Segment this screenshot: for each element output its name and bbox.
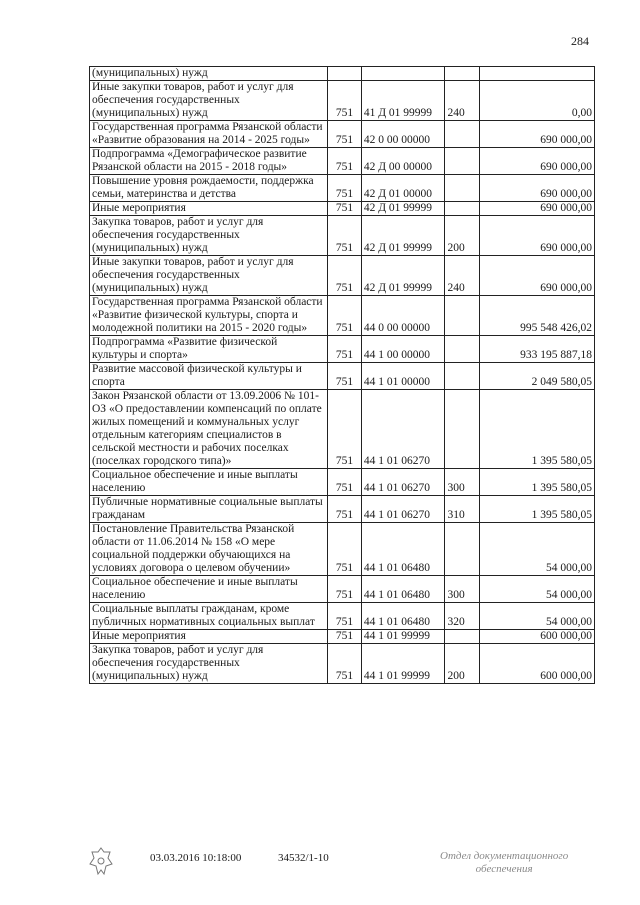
row-admin-code: 751 — [328, 644, 362, 684]
table-row — [90, 296, 595, 336]
row-target-code: 44 1 01 06270 — [361, 390, 445, 469]
row-name: Публичные нормативные социальные выплаты гражданам — [90, 496, 328, 523]
row-name: Закон Рязанской области от 13.09.2006 № 101-ОЗ «О предоставлении компенсаций по оплате жилых помещений и коммунальных услуг отдельным категориям специалистов в сельской местности и рабочих поселках (поселках городского типа)» — [90, 390, 328, 469]
table-row — [90, 496, 595, 523]
table-row — [90, 216, 595, 256]
row-expense-type: 240 — [445, 256, 480, 296]
row-sum — [480, 67, 595, 81]
row-admin-code: 751 — [328, 469, 362, 496]
row-expense-type — [445, 67, 480, 81]
budget-table — [89, 66, 595, 684]
department-stamp — [440, 850, 568, 876]
row-sum: 690 000,00 — [480, 148, 595, 175]
row-target-code: 42 Д 00 00000 — [361, 148, 445, 175]
row-sum: 690 000,00 — [480, 216, 595, 256]
row-admin-code: 751 — [328, 390, 362, 469]
row-target-code: 42 0 00 00000 — [361, 121, 445, 148]
row-sum: 0,00 — [480, 81, 595, 121]
row-admin-code: 751 — [328, 523, 362, 576]
table-row — [90, 523, 595, 576]
table-row — [90, 67, 595, 81]
row-target-code: 42 Д 01 99999 — [361, 202, 445, 216]
row-sum: 1 395 580,05 — [480, 496, 595, 523]
row-sum: 995 548 426,02 — [480, 296, 595, 336]
row-name: Иные мероприятия — [90, 630, 328, 644]
row-name: Социальное обеспечение и иные выплаты населению — [90, 576, 328, 603]
row-admin-code: 751 — [328, 630, 362, 644]
row-sum: 690 000,00 — [480, 175, 595, 202]
row-sum: 1 395 580,05 — [480, 469, 595, 496]
row-target-code: 44 1 01 06480 — [361, 576, 445, 603]
row-name: Подпрограмма «Демографическое развитие Рязанской области на 2015 - 2018 годы» — [90, 148, 328, 175]
row-expense-type: 200 — [445, 644, 480, 684]
row-target-code: 41 Д 01 99999 — [361, 81, 445, 121]
stamp-line-2: обеспечения — [475, 863, 533, 875]
stamp-line-1: Отдел документационного — [440, 850, 569, 862]
table-row — [90, 644, 595, 684]
table-row — [90, 202, 595, 216]
row-expense-type — [445, 148, 480, 175]
row-name: Социальное обеспечение и иные выплаты населению — [90, 469, 328, 496]
row-sum: 600 000,00 — [480, 630, 595, 644]
row-admin-code: 751 — [328, 175, 362, 202]
table-row — [90, 256, 595, 296]
table-row — [90, 603, 595, 630]
row-expense-type — [445, 175, 480, 202]
table-row — [90, 576, 595, 603]
row-admin-code: 751 — [328, 576, 362, 603]
row-admin-code — [328, 67, 362, 81]
row-target-code: 44 1 01 06480 — [361, 603, 445, 630]
row-target-code: 42 Д 01 99999 — [361, 256, 445, 296]
row-target-code — [361, 67, 445, 81]
table-row — [90, 148, 595, 175]
row-name: Иные закупки товаров, работ и услуг для обеспечения государственных (муниципальных) нужд — [90, 81, 328, 121]
row-admin-code: 751 — [328, 202, 362, 216]
row-expense-type: 310 — [445, 496, 480, 523]
row-name: Социальные выплаты гражданам, кроме публичных нормативных социальных выплат — [90, 603, 328, 630]
row-expense-type — [445, 121, 480, 148]
row-sum: 54 000,00 — [480, 523, 595, 576]
row-admin-code: 751 — [328, 296, 362, 336]
row-admin-code: 751 — [328, 216, 362, 256]
footer-timestamp: 03.03.2016 10:18:00 — [150, 852, 242, 864]
row-expense-type: 240 — [445, 81, 480, 121]
row-target-code: 44 1 01 06480 — [361, 523, 445, 576]
row-sum: 690 000,00 — [480, 202, 595, 216]
row-target-code: 42 Д 01 00000 — [361, 175, 445, 202]
row-expense-type: 200 — [445, 216, 480, 256]
row-admin-code: 751 — [328, 256, 362, 296]
row-target-code: 44 1 01 99999 — [361, 630, 445, 644]
footer-doc-number: 34532/1-10 — [278, 852, 329, 864]
row-admin-code: 751 — [328, 121, 362, 148]
row-admin-code: 751 — [328, 496, 362, 523]
row-name: Подпрограмма «Развитие физической культуры и спорта» — [90, 336, 328, 363]
row-name: Повышение уровня рождаемости, поддержка семьи, материнства и детства — [90, 175, 328, 202]
row-expense-type — [445, 336, 480, 363]
row-expense-type: 320 — [445, 603, 480, 630]
row-sum: 54 000,00 — [480, 576, 595, 603]
table-row — [90, 336, 595, 363]
row-target-code: 44 1 00 00000 — [361, 336, 445, 363]
row-admin-code: 751 — [328, 148, 362, 175]
table-row — [90, 121, 595, 148]
row-expense-type — [445, 296, 480, 336]
row-name: Иные мероприятия — [90, 202, 328, 216]
page-footer — [0, 852, 640, 892]
row-name: Закупка товаров, работ и услуг для обеспечения государственных (муниципальных) нужд — [90, 644, 328, 684]
table-row — [90, 81, 595, 121]
table-row — [90, 363, 595, 390]
row-sum: 690 000,00 — [480, 256, 595, 296]
row-expense-type — [445, 630, 480, 644]
table-row — [90, 469, 595, 496]
row-expense-type: 300 — [445, 469, 480, 496]
row-sum: 933 195 887,18 — [480, 336, 595, 363]
row-expense-type: 300 — [445, 576, 480, 603]
row-name: Развитие массовой физической культуры и спорта — [90, 363, 328, 390]
row-admin-code: 751 — [328, 603, 362, 630]
row-admin-code: 751 — [328, 363, 362, 390]
row-name: Постановление Правительства Рязанской области от 11.06.2014 № 158 «О мере социальной поддержки обучающихся на условиях договора о целевом обучении» — [90, 523, 328, 576]
row-sum: 54 000,00 — [480, 603, 595, 630]
row-sum: 1 395 580,05 — [480, 390, 595, 469]
table-row — [90, 390, 595, 469]
row-expense-type — [445, 202, 480, 216]
row-sum: 600 000,00 — [480, 644, 595, 684]
row-name: Иные закупки товаров, работ и услуг для обеспечения государственных (муниципальных) нужд — [90, 256, 328, 296]
row-target-code: 44 1 01 00000 — [361, 363, 445, 390]
page-number: 284 — [571, 34, 589, 48]
row-target-code: 44 1 01 99999 — [361, 644, 445, 684]
row-expense-type — [445, 363, 480, 390]
row-target-code: 44 1 01 06270 — [361, 496, 445, 523]
row-target-code: 44 0 00 00000 — [361, 296, 445, 336]
budget-table-body — [90, 67, 595, 684]
table-row — [90, 175, 595, 202]
row-target-code: 44 1 01 06270 — [361, 469, 445, 496]
row-name: Государственная программа Рязанской области «Развитие физической культуры, спорта и молодежной политики на 2015 - 2020 годы» — [90, 296, 328, 336]
row-name: Государственная программа Рязанской области «Развитие образования на 2014 - 2025 годы» — [90, 121, 328, 148]
row-admin-code: 751 — [328, 336, 362, 363]
row-target-code: 42 Д 01 99999 — [361, 216, 445, 256]
row-sum: 2 049 580,05 — [480, 363, 595, 390]
row-sum: 690 000,00 — [480, 121, 595, 148]
row-name: (муниципальных) нужд — [90, 67, 328, 81]
row-expense-type — [445, 523, 480, 576]
table-row — [90, 630, 595, 644]
row-expense-type — [445, 390, 480, 469]
row-name: Закупка товаров, работ и услуг для обеспечения государственных (муниципальных) нужд — [90, 216, 328, 256]
coat-of-arms-icon — [88, 846, 114, 876]
row-admin-code: 751 — [328, 81, 362, 121]
